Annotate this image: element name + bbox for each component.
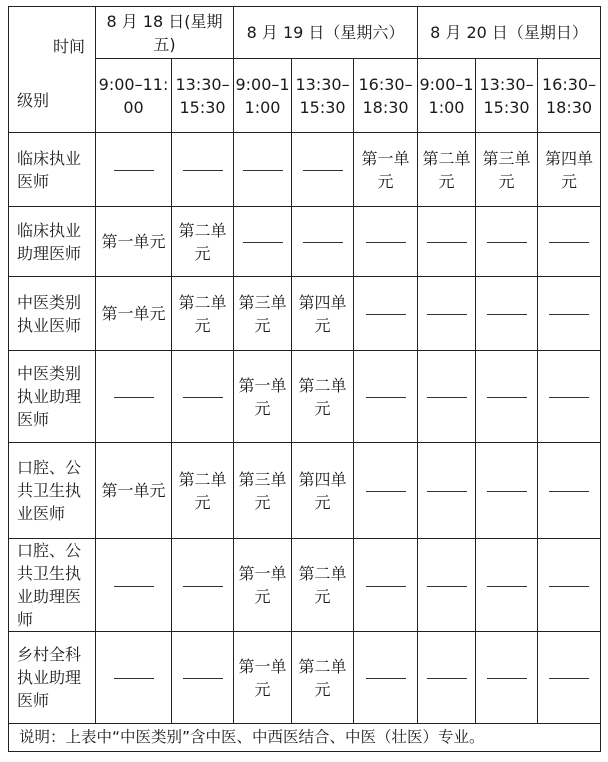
empty-slot-cell: [96, 133, 172, 207]
empty-slot-dash: [183, 678, 223, 679]
empty-slot-dash: [549, 491, 589, 492]
exam-unit-cell: 第四单元: [538, 133, 601, 207]
empty-slot-dash: [243, 242, 283, 243]
empty-slot-cell: [538, 632, 601, 724]
table-note: 说明：上表中“中医类别”含中医、中西医结合、中医（壮医）专业。: [9, 724, 601, 752]
empty-slot-dash: [114, 397, 154, 398]
empty-slot-cell: [234, 207, 292, 277]
empty-slot-dash: [487, 314, 527, 315]
empty-slot-dash: [549, 314, 589, 315]
date-header-aug20: 8 月 20 日（星期日）: [418, 7, 601, 59]
time-slot-header: 13:30–15:30: [172, 59, 234, 133]
empty-slot-cell: [418, 207, 476, 277]
empty-slot-cell: [476, 443, 538, 539]
empty-slot-dash: [549, 397, 589, 398]
level-cell: 中医类别执业助理医师: [9, 351, 96, 443]
time-slot-header: 13:30–15:30: [476, 59, 538, 133]
note-row: [9, 724, 601, 752]
level-cell: 乡村全科执业助理医师: [9, 632, 96, 724]
exam-unit-cell: 第二单元: [292, 351, 354, 443]
empty-slot-cell: [354, 443, 418, 539]
empty-slot-dash: [549, 678, 589, 679]
empty-slot-dash: [487, 242, 527, 243]
time-slot-header-row: [9, 59, 601, 133]
empty-slot-cell: [172, 539, 234, 632]
schedule-row: [9, 133, 601, 207]
schedule-row: [9, 277, 601, 351]
empty-slot-cell: [418, 539, 476, 632]
schedule-row: [9, 539, 601, 632]
empty-slot-dash: [487, 397, 527, 398]
exam-unit-cell: 第四单元: [292, 277, 354, 351]
level-header-label: 级别: [17, 91, 50, 110]
empty-slot-dash: [427, 586, 467, 587]
time-slot-header: 9:00–11:00: [96, 59, 172, 133]
empty-slot-cell: [96, 351, 172, 443]
empty-slot-cell: [538, 443, 601, 539]
exam-schedule-table: [8, 6, 601, 752]
level-cell: 临床执业 医师: [9, 133, 96, 207]
exam-unit-cell: 第一单元: [96, 277, 172, 351]
level-cell: 口腔、公共卫生执业医师: [9, 443, 96, 539]
empty-slot-cell: [172, 632, 234, 724]
empty-slot-dash: [183, 397, 223, 398]
empty-slot-dash: [183, 586, 223, 587]
exam-unit-cell: 第三单元: [234, 277, 292, 351]
empty-slot-dash: [549, 586, 589, 587]
empty-slot-cell: [476, 277, 538, 351]
empty-slot-dash: [366, 242, 406, 243]
empty-slot-dash: [427, 314, 467, 315]
empty-slot-dash: [114, 170, 154, 171]
empty-slot-cell: [538, 277, 601, 351]
schedule-row: [9, 351, 601, 443]
empty-slot-dash: [487, 678, 527, 679]
date-header-aug18: 8 月 18 日(星期五): [96, 7, 234, 59]
empty-slot-dash: [366, 491, 406, 492]
empty-slot-cell: [354, 539, 418, 632]
exam-schedule-sheet: [8, 6, 600, 756]
schedule-row: [9, 207, 601, 277]
empty-slot-cell: [476, 207, 538, 277]
time-slot-header: 16:30–18:30: [354, 59, 418, 133]
level-cell: 中医类别执业医师: [9, 277, 96, 351]
empty-slot-cell: [234, 133, 292, 207]
empty-slot-cell: [172, 351, 234, 443]
empty-slot-dash: [366, 678, 406, 679]
empty-slot-cell: [538, 539, 601, 632]
exam-unit-cell: 第一单元: [234, 632, 292, 724]
empty-slot-dash: [427, 242, 467, 243]
corner-header-cell: [9, 7, 96, 133]
schedule-row: [9, 632, 601, 724]
empty-slot-dash: [366, 314, 406, 315]
empty-slot-cell: [418, 351, 476, 443]
empty-slot-dash: [487, 491, 527, 492]
empty-slot-cell: [172, 133, 234, 207]
empty-slot-cell: [538, 207, 601, 277]
empty-slot-cell: [354, 632, 418, 724]
empty-slot-cell: [354, 207, 418, 277]
exam-unit-cell: 第一单元: [96, 207, 172, 277]
time-header-label: 时间: [52, 37, 85, 56]
exam-unit-cell: 第一单元: [96, 443, 172, 539]
empty-slot-dash: [114, 586, 154, 587]
exam-unit-cell: 第二单元: [292, 632, 354, 724]
exam-unit-cell: 第三单元: [234, 443, 292, 539]
empty-slot-dash: [243, 170, 283, 171]
exam-unit-cell: 第一单元: [354, 133, 418, 207]
empty-slot-dash: [183, 170, 223, 171]
empty-slot-dash: [427, 678, 467, 679]
exam-unit-cell: 第二单元: [292, 539, 354, 632]
empty-slot-cell: [418, 277, 476, 351]
empty-slot-cell: [418, 443, 476, 539]
empty-slot-dash: [549, 242, 589, 243]
time-slot-header: 9:00–11:00: [234, 59, 292, 133]
empty-slot-dash: [427, 397, 467, 398]
empty-slot-cell: [538, 351, 601, 443]
empty-slot-cell: [354, 277, 418, 351]
empty-slot-cell: [476, 632, 538, 724]
empty-slot-cell: [292, 133, 354, 207]
empty-slot-dash: [366, 397, 406, 398]
empty-slot-dash: [366, 586, 406, 587]
empty-slot-cell: [354, 351, 418, 443]
empty-slot-cell: [418, 632, 476, 724]
empty-slot-cell: [96, 632, 172, 724]
empty-slot-cell: [292, 207, 354, 277]
empty-slot-cell: [476, 351, 538, 443]
empty-slot-dash: [303, 242, 343, 243]
empty-slot-dash: [427, 491, 467, 492]
exam-unit-cell: 第二单元: [172, 277, 234, 351]
empty-slot-cell: [476, 539, 538, 632]
exam-unit-cell: 第二单元: [418, 133, 476, 207]
empty-slot-dash: [303, 170, 343, 171]
time-slot-header: 16:30–18:30: [538, 59, 601, 133]
time-slot-header: 13:30–15:30: [292, 59, 354, 133]
exam-unit-cell: 第一单元: [234, 539, 292, 632]
exam-unit-cell: 第四单元: [292, 443, 354, 539]
level-cell: 口腔、公共卫生执业助理医师: [9, 539, 96, 632]
empty-slot-dash: [114, 678, 154, 679]
exam-unit-cell: 第二单元: [172, 443, 234, 539]
empty-slot-cell: [96, 539, 172, 632]
time-slot-header: 9:00–11:00: [418, 59, 476, 133]
exam-unit-cell: 第三单元: [476, 133, 538, 207]
schedule-body: [9, 133, 601, 724]
empty-slot-dash: [487, 586, 527, 587]
schedule-row: [9, 443, 601, 539]
level-cell: 临床执业助理医师: [9, 207, 96, 277]
date-header-row: [9, 7, 601, 59]
exam-unit-cell: 第二单元: [172, 207, 234, 277]
exam-unit-cell: 第一单元: [234, 351, 292, 443]
date-header-aug19: 8 月 19 日（星期六）: [234, 7, 418, 59]
